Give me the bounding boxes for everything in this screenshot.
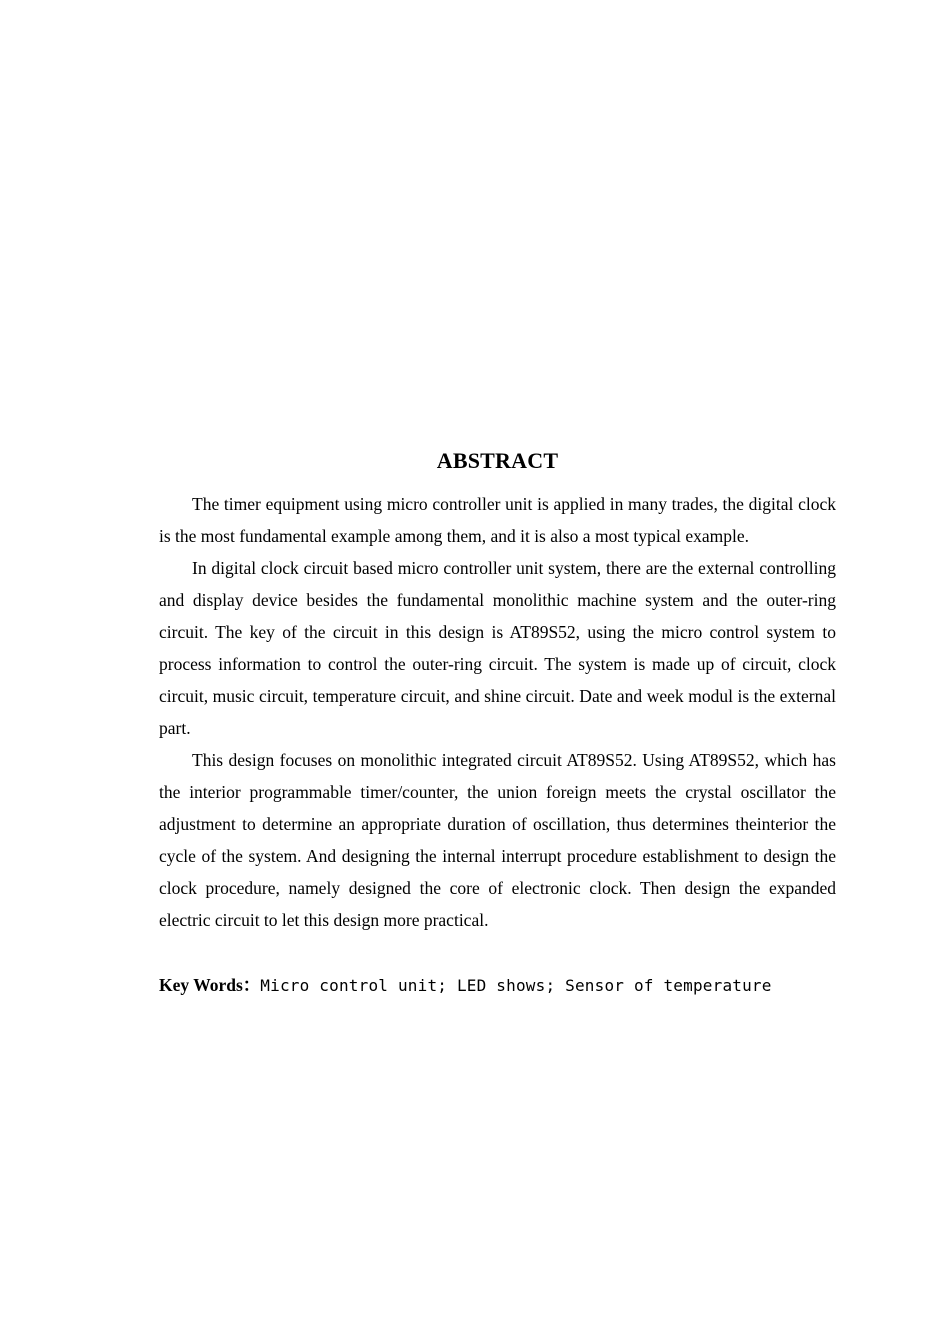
abstract-paragraph-3: This design focuses on monolithic integrated circuit AT89S52. Using AT89S52, which has the interior programmable timer/counter, the union foreign meets the crystal oscillator the adjustment to determine an appropriate duration of oscillation, thus determines theinterior the cycle of the system. And designing the internal interrupt procedure establishment to design the clock procedure, namely designed the core of electronic clock. Then design the expanded electric circuit to let this design more practical. — [159, 750, 836, 930]
keywords-line — [159, 969, 836, 1002]
keywords-label: Key Words — [159, 975, 243, 995]
keywords-text: Micro control unit; LED shows; Sensor of temperature — [260, 976, 772, 995]
keywords-separator: ： — [242, 975, 261, 995]
abstract-section — [159, 446, 836, 1002]
abstract-title: ABSTRACT — [436, 448, 559, 473]
abstract-paragraph-1: The timer equipment using micro controller unit is applied in many trades, the digital clock is the most fundamental example among them, and it is also a most typical example. — [159, 494, 836, 546]
abstract-paragraph-2: In digital clock circuit based micro controller unit system, there are the external controlling and display device besides the fundamental monolithic machine system and the outer-ring circuit. The key of the circuit in this design is AT89S52, using the micro control system to process information to control the outer-ring circuit. The system is made up of circuit, clock circuit, music circuit, temperature circuit, and shine circuit. Date and week modul is the external part. — [159, 558, 836, 738]
